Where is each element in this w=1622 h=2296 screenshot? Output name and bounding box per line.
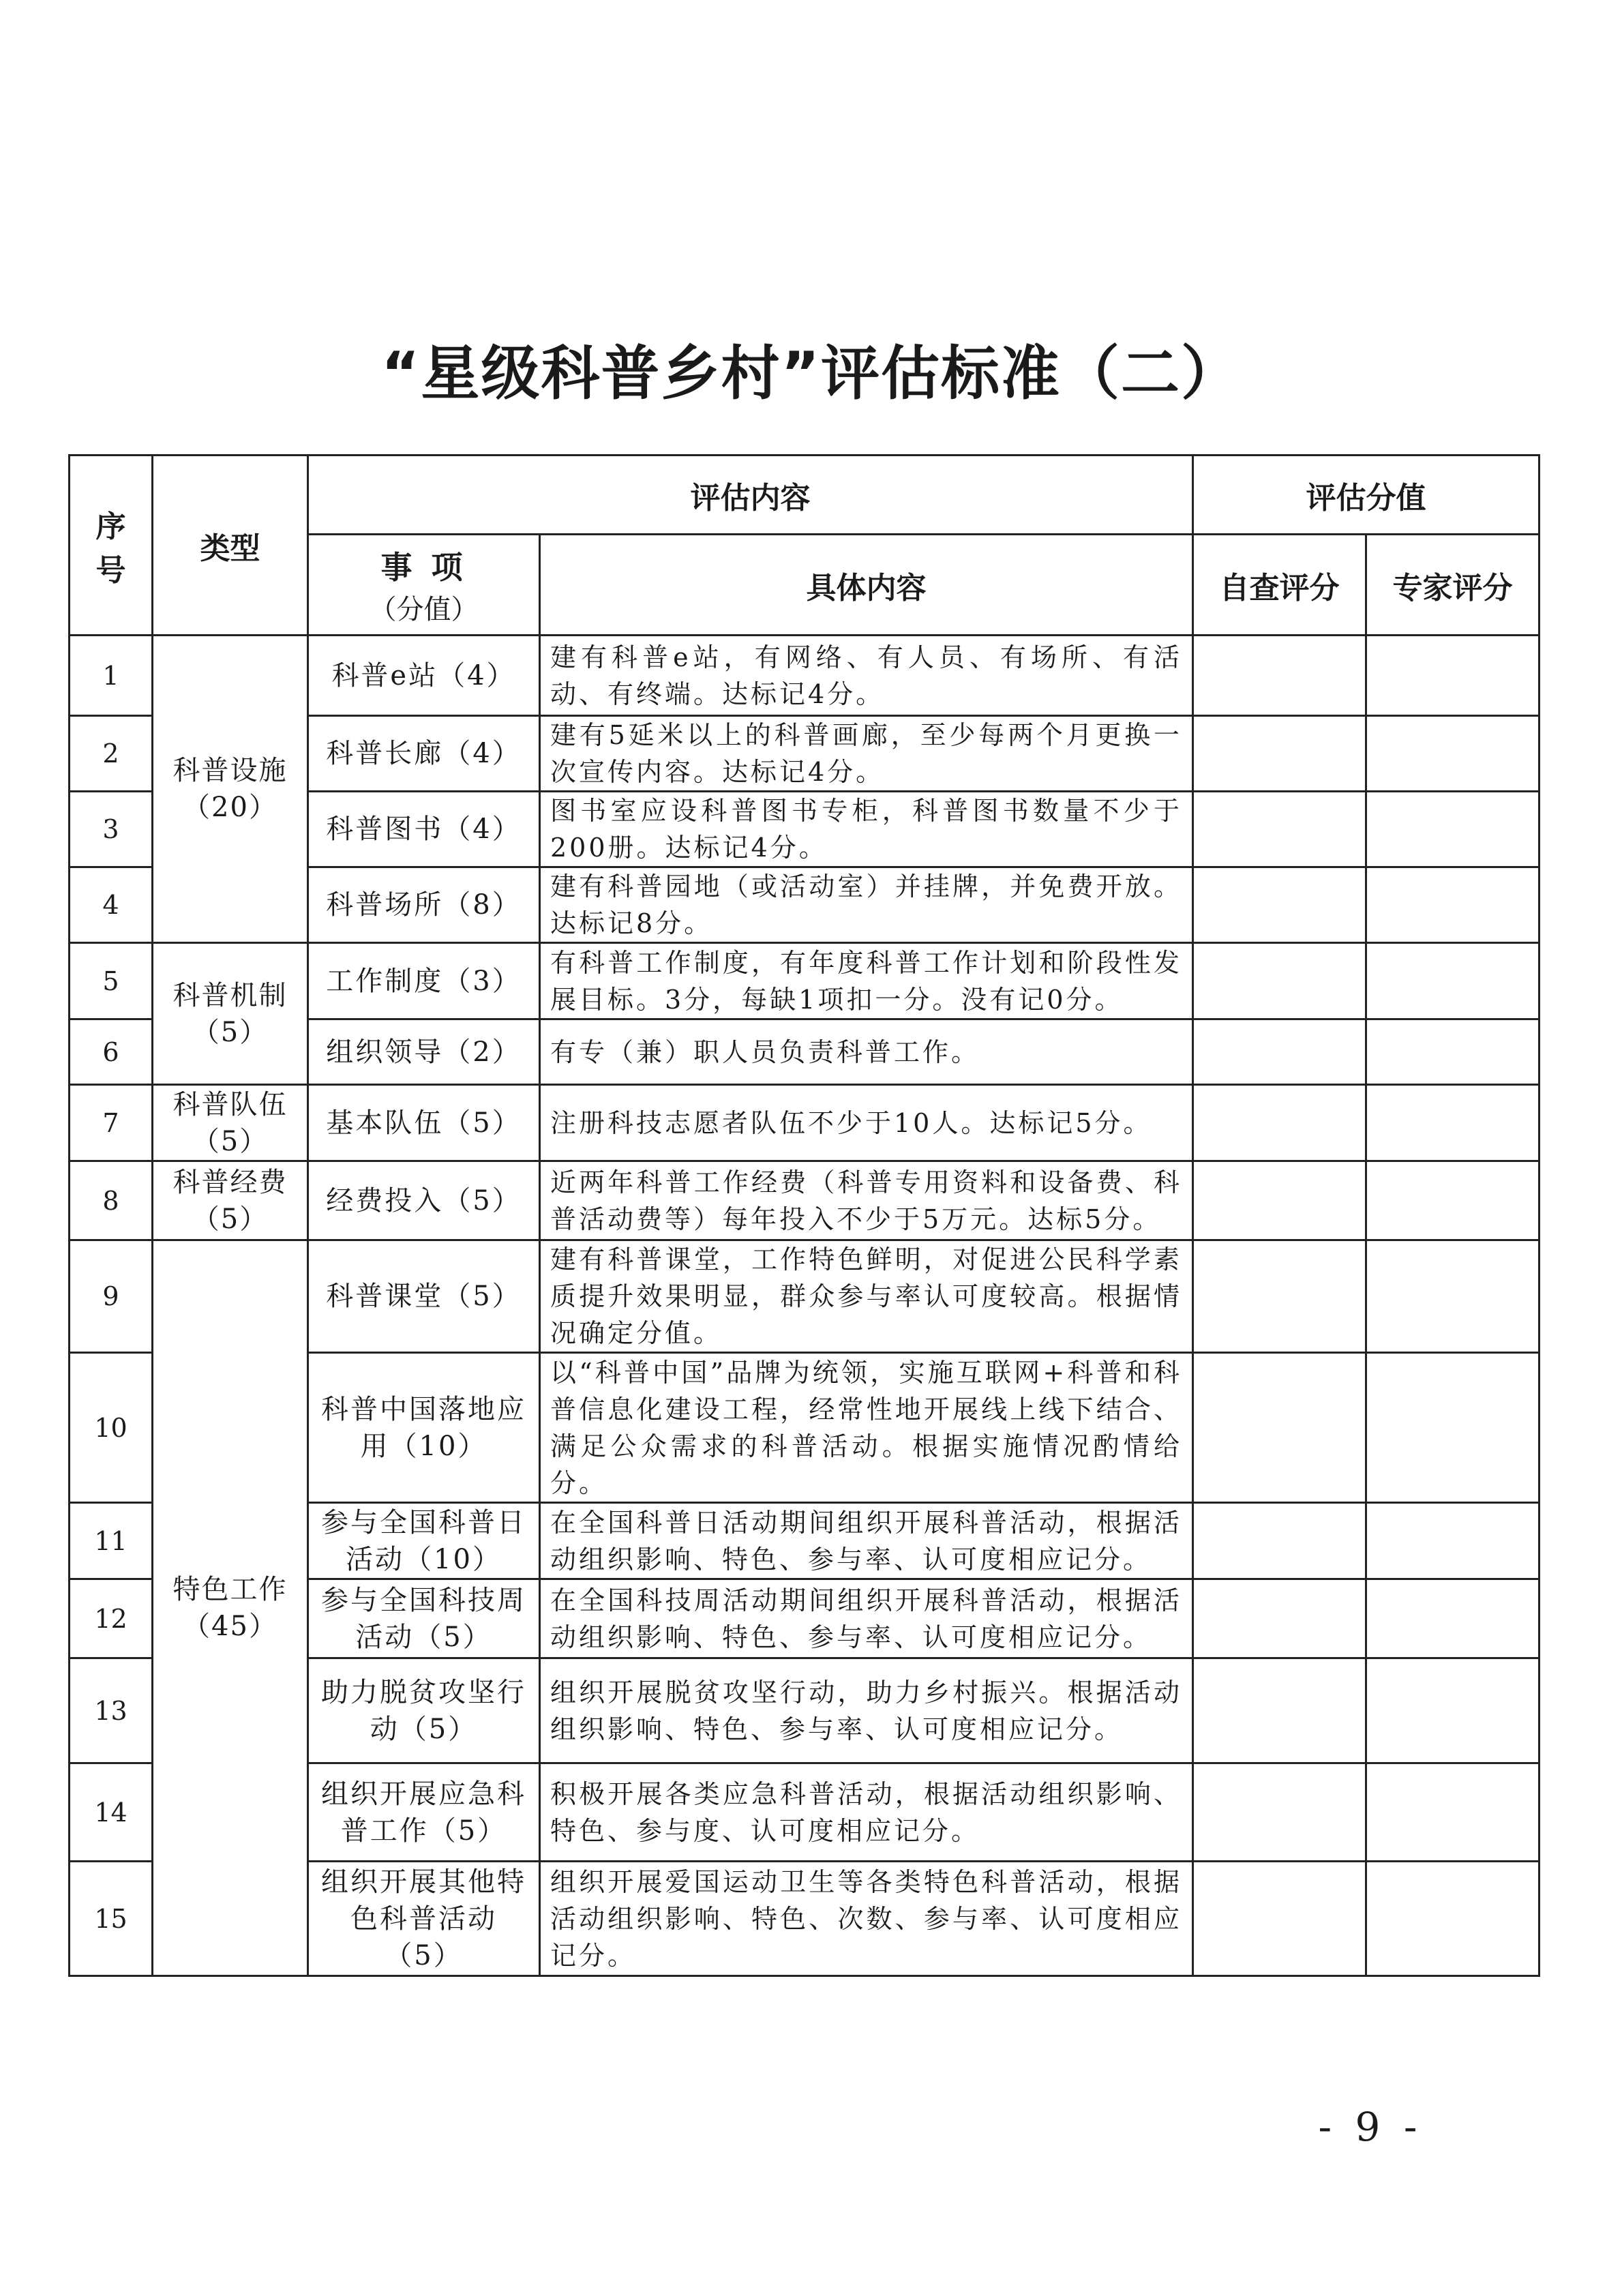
header-self-score: 自查评分 <box>1193 535 1366 636</box>
row-seq: 4 <box>70 867 153 943</box>
row-content: 组织开展爱国运动卫生等各类特色科普活动，根据活动组织影响、特色、次数、参与率、认可度相应记分。 <box>540 1862 1193 1976</box>
expert-score-cell[interactable] <box>1366 1353 1540 1503</box>
expert-score-cell[interactable] <box>1366 867 1540 943</box>
row-content: 在全国科普日活动期间组织开展科普活动，根据活动组织影响、特色、参与率、认可度相应记分。 <box>540 1503 1193 1579</box>
page-number: - 9 - <box>1318 2104 1423 2150</box>
row-item: 参与全国科普日活动（10） <box>308 1503 540 1579</box>
row-seq: 3 <box>70 792 153 867</box>
row-item: 组织开展应急科普工作（5） <box>308 1763 540 1862</box>
expert-score-cell[interactable] <box>1366 1161 1540 1240</box>
self-score-cell[interactable] <box>1193 1579 1366 1658</box>
row-item: 科普中国落地应用（10） <box>308 1353 540 1503</box>
evaluation-table <box>68 454 1540 1977</box>
expert-score-cell[interactable] <box>1366 1763 1540 1862</box>
row-seq: 11 <box>70 1503 153 1579</box>
header-content-group: 评估内容 <box>308 456 1193 535</box>
self-score-cell[interactable] <box>1193 792 1366 867</box>
row-seq: 1 <box>70 636 153 716</box>
row-seq: 14 <box>70 1763 153 1862</box>
row-item: 工作制度（3） <box>308 943 540 1019</box>
expert-score-cell[interactable] <box>1366 716 1540 792</box>
row-seq: 15 <box>70 1862 153 1976</box>
self-score-cell[interactable] <box>1193 1658 1366 1763</box>
row-seq: 6 <box>70 1019 153 1085</box>
header-score-group: 评估分值 <box>1193 456 1540 535</box>
expert-score-cell[interactable] <box>1366 1240 1540 1353</box>
header-type: 类型 <box>153 456 308 636</box>
category-cell: 科普设施 （20） <box>153 636 308 943</box>
row-item: 助力脱贫攻坚行动（5） <box>308 1658 540 1763</box>
row-seq: 2 <box>70 716 153 792</box>
row-seq: 12 <box>70 1579 153 1658</box>
row-item: 组织开展其他特色科普活动（5） <box>308 1862 540 1976</box>
expert-score-cell[interactable] <box>1366 1503 1540 1579</box>
self-score-cell[interactable] <box>1193 943 1366 1019</box>
expert-score-cell[interactable] <box>1366 792 1540 867</box>
category-cell: 科普经费 （5） <box>153 1161 308 1240</box>
self-score-cell[interactable] <box>1193 1862 1366 1976</box>
table-row <box>70 1085 1540 1161</box>
header-detail: 具体内容 <box>540 535 1193 636</box>
expert-score-cell[interactable] <box>1366 943 1540 1019</box>
row-seq: 5 <box>70 943 153 1019</box>
row-seq: 10 <box>70 1353 153 1503</box>
row-item: 科普场所（8） <box>308 867 540 943</box>
row-item: 科普图书（4） <box>308 792 540 867</box>
table-row <box>70 943 1540 1019</box>
expert-score-cell[interactable] <box>1366 636 1540 716</box>
expert-score-cell[interactable] <box>1366 1579 1540 1658</box>
header-item: 事 项 （分值） <box>308 535 540 636</box>
row-seq: 8 <box>70 1161 153 1240</box>
table-row <box>70 1161 1540 1240</box>
row-content: 在全国科技周活动期间组织开展科普活动，根据活动组织影响、特色、参与率、认可度相应记分。 <box>540 1579 1193 1658</box>
row-item: 科普e站（4） <box>308 636 540 716</box>
expert-score-cell[interactable] <box>1366 1019 1540 1085</box>
expert-score-cell[interactable] <box>1366 1658 1540 1763</box>
row-content: 以“科普中国”品牌为统领，实施互联网+科普和科普信息化建设工程，经常性地开展线上线下结合、满足公众需求的科普活动。根据实施情况酌情给分。 <box>540 1353 1193 1503</box>
category-cell: 科普机制 （5） <box>153 943 308 1085</box>
header-seq: 序 号 <box>70 456 153 636</box>
row-item: 科普课堂（5） <box>308 1240 540 1353</box>
self-score-cell[interactable] <box>1193 636 1366 716</box>
self-score-cell[interactable] <box>1193 1353 1366 1503</box>
row-content: 注册科技志愿者队伍不少于10人。达标记5分。 <box>540 1085 1193 1161</box>
row-content: 图书室应设科普图书专柜，科普图书数量不少于200册。达标记4分。 <box>540 792 1193 867</box>
row-item: 经费投入（5） <box>308 1161 540 1240</box>
row-item: 组织领导（2） <box>308 1019 540 1085</box>
page-title: “星级科普乡村”评估标准（二） <box>380 340 1242 408</box>
row-content: 有专（兼）职人员负责科普工作。 <box>540 1019 1193 1085</box>
row-item: 科普长廊（4） <box>308 716 540 792</box>
row-content: 组织开展脱贫攻坚行动，助力乡村振兴。根据活动组织影响、特色、参与率、认可度相应记分。 <box>540 1658 1193 1763</box>
row-content: 建有5延米以上的科普画廊，至少每两个月更换一次宣传内容。达标记4分。 <box>540 716 1193 792</box>
self-score-cell[interactable] <box>1193 1763 1366 1862</box>
row-content: 近两年科普工作经费（科普专用资料和设备费、科普活动费等）每年投入不少于5万元。达标5分。 <box>540 1161 1193 1240</box>
self-score-cell[interactable] <box>1193 716 1366 792</box>
self-score-cell[interactable] <box>1193 1240 1366 1353</box>
self-score-cell[interactable] <box>1193 1085 1366 1161</box>
self-score-cell[interactable] <box>1193 1019 1366 1085</box>
row-content: 建有科普e站，有网络、有人员、有场所、有活动、有终端。达标记4分。 <box>540 636 1193 716</box>
self-score-cell[interactable] <box>1193 867 1366 943</box>
row-content: 有科普工作制度，有年度科普工作计划和阶段性发展目标。3分，每缺1项扣一分。没有记0分。 <box>540 943 1193 1019</box>
row-item: 基本队伍（5） <box>308 1085 540 1161</box>
self-score-cell[interactable] <box>1193 1161 1366 1240</box>
row-item: 参与全国科技周活动（5） <box>308 1579 540 1658</box>
row-seq: 7 <box>70 1085 153 1161</box>
category-cell: 科普队伍 （5） <box>153 1085 308 1161</box>
expert-score-cell[interactable] <box>1366 1862 1540 1976</box>
row-content: 积极开展各类应急科普活动，根据活动组织影响、特色、参与度、认可度相应记分。 <box>540 1763 1193 1862</box>
category-cell: 特色工作 （45） <box>153 1240 308 1976</box>
self-score-cell[interactable] <box>1193 1503 1366 1579</box>
row-content: 建有科普课堂，工作特色鲜明，对促进公民科学素质提升效果明显，群众参与率认可度较高。根据情况确定分值。 <box>540 1240 1193 1353</box>
table-row <box>70 1240 1540 1353</box>
expert-score-cell[interactable] <box>1366 1085 1540 1161</box>
header-expert-score: 专家评分 <box>1366 535 1540 636</box>
row-content: 建有科普园地（或活动室）并挂牌，并免费开放。达标记8分。 <box>540 867 1193 943</box>
row-seq: 9 <box>70 1240 153 1353</box>
table-row <box>70 636 1540 716</box>
row-seq: 13 <box>70 1658 153 1763</box>
